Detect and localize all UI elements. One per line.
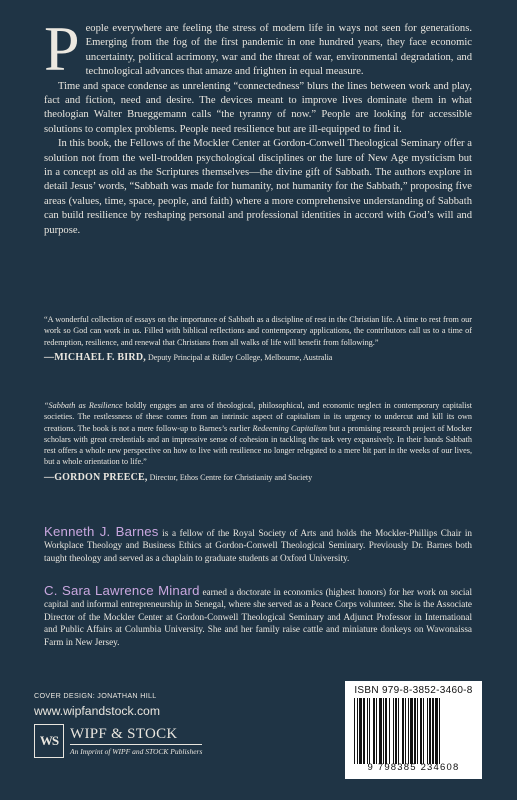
cover-design-credit: COVER DESIGN: JONATHAN HILL — [34, 691, 157, 700]
description-paragraph: Time and space condense as unrelenting “connectedness” blurs the lines between work and play, fact and fiction, need and desire. The devices meant to improve lives dominate them in what theologian Walter Brueggemann calls “the tyranny of now.” People are looking for accessible solutions to complex problems. People need resilience but are ill-equipped to find it. — [44, 80, 472, 135]
barcode-digits: 9 798385 234608 — [367, 762, 460, 773]
endorsement — [44, 400, 472, 483]
endorsement-quote: “A wonderful collection of essays on the importance of Sabbath as a discipline of rest in the Christian life. A time to rest from our work so God can work in us. Filled with biblical reflections and contemporary applications, the contributors call us to a time of redemption, resilience, and renewal that Christians from all walks of life will benefit from following.” — [44, 315, 472, 347]
barcode-bars-icon — [350, 698, 477, 764]
isbn-number: ISBN 979-8-3852-3460-8 — [354, 685, 473, 696]
endorser-role: Deputy Principal at Ridley College, Melbourne, Australia — [147, 352, 333, 362]
publisher-text — [70, 726, 202, 756]
quote-italic: Redeeming Capitalism — [252, 423, 327, 433]
drop-cap: P — [44, 13, 80, 84]
bio-text: is a fellow of the Royal Society of Arts and holds the Mockler-Phillips Chair in Workplace Theology and Business Ethics at Gordon-Conwell Theological Seminary. Previously Dr. Barnes both taught theology and served as a chaplain to graduate students at Oxford University. — [44, 528, 472, 563]
description-text: eople everywhere are feeling the stress of modern life in ways not seen for generations. Emerging from the fog of the first pandemic in one hundred years, they face economic uncertainty, political acrimony, war and the threat of war, environmental degradation, and technological advances that amaze and frighten in equal measure. — [85, 23, 472, 78]
quote-italic: “Sabbath as Resilience — [44, 401, 123, 410]
book-description — [44, 13, 472, 238]
endorsement-quote — [44, 400, 472, 468]
endorsement — [44, 314, 472, 363]
author-bio — [44, 526, 472, 564]
description-paragraph — [44, 13, 472, 84]
endorser-name: —MICHAEL F. BIRD, — [44, 351, 146, 363]
description-paragraph: In this book, the Fellows of the Mockler Center at Gordon-Conwell Theological Seminary offer a solution not from the well-trodden psychological disciplines or the lure of New Age mysticism but in a concept as old as the Scriptures themselves—the divine gift of Sabbath. The authors explore in detail Jesus’ words, “Sabbath was made for humanity, not humanity for the Sabbath,” proposing five areas (values, time, space, people, and faith) where a more comprehensive understanding of Sabbath can build resilience by reshaping personal and professional identities in accord with God’s will and purpose. — [44, 138, 472, 236]
publisher-name: WIPF & STOCK — [70, 726, 202, 745]
credits — [34, 691, 160, 718]
quote-text: boldly engages an area of theological, philosophical, and economic neglect in contemporary capitalist societies. The restlessness of these comes from an intrinsic aspect of capitalism in its urgency to undercut and kill its own creations. The book is not a mere follow-up to Barnes’s earlier — [44, 401, 473, 433]
endorsement-attribution — [44, 352, 472, 363]
author-bio — [44, 585, 472, 648]
endorser-role: Director, Ethos Centre for Christianity and Society — [149, 472, 313, 482]
endorser-name: —GORDON PREECE, — [44, 471, 148, 483]
publisher-logo-block — [34, 724, 202, 758]
isbn-barcode — [345, 681, 482, 779]
author-name: Kenneth J. Barnes — [44, 524, 159, 539]
author-bio-text — [44, 585, 472, 648]
author-bio-text — [44, 526, 472, 564]
endorsement-attribution — [44, 472, 472, 483]
publisher-website: www.wipfandstock.com — [34, 704, 160, 718]
bio-text: earned a doctorate in economics (highest honors) for her work on social capital and informal entrepreneurship in Senegal, where she served as a Peace Corps volunteer. She is the Associate Director of the Mockler Center at Gordon-Conwell Theological Seminary and Adjunct Professor in International and Public Affairs at Columbia University. She and her family raise cattle and miniature donkeys on Wawonaissa Farm in New Jersey. — [44, 587, 473, 647]
author-name: C. Sara Lawrence Minard — [44, 583, 200, 598]
ws-logo-icon: WS — [34, 724, 64, 758]
publisher-subline: An Imprint of WIPF and STOCK Publishers — [70, 747, 203, 756]
quote-text: but a promising research project of Mocker scholars with great credentials and an impressive sense of cohesion in tackling the task very expansively. In their hands Sabbath rest offers a whole new perspective on how to live with resilience no longer relegated to a mere bit part in the weeks of our lives, but a whole orientation to life.” — [44, 423, 472, 467]
